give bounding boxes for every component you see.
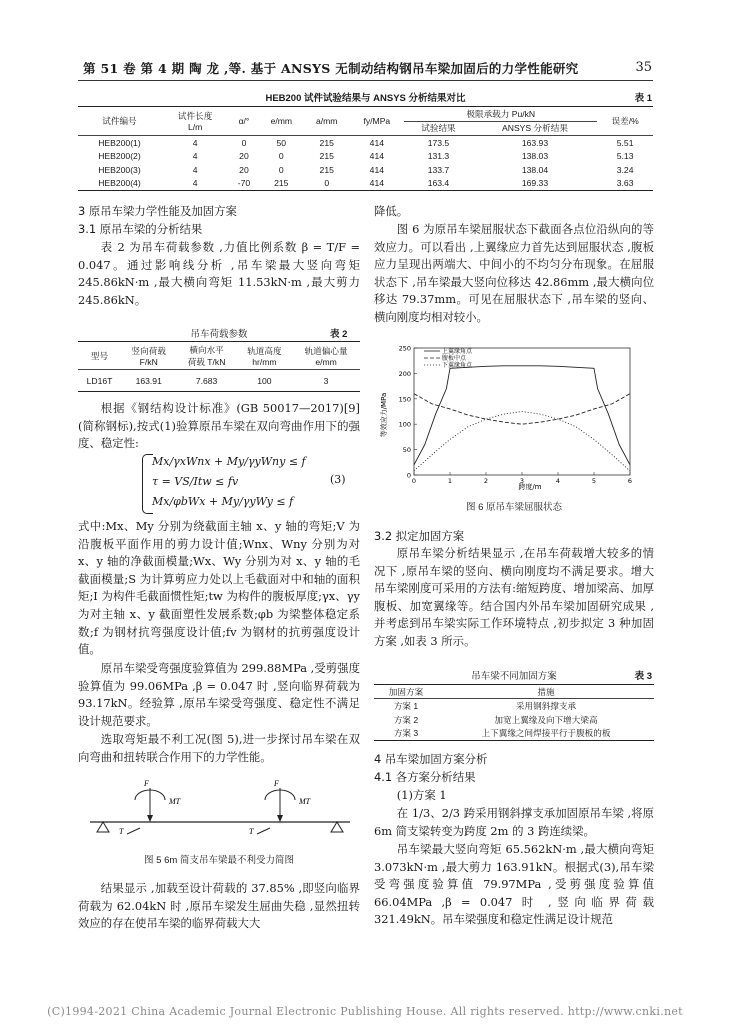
x-tick-label: 0 — [411, 477, 417, 485]
x-tick-label: 1 — [447, 477, 453, 485]
table1-cell: 20 — [239, 164, 249, 175]
paragraph: 选取弯矩最不利工况(图 5),进一步探讨吊车梁在双向弯曲和扭转联合作用下的力学性能。 — [78, 732, 360, 764]
subheading: (1)方案 1 — [396, 788, 447, 802]
table1-header: 试件长度 L/m — [161, 107, 229, 136]
x-tick-label: 2 — [483, 477, 489, 485]
table1-cell: 4 — [192, 178, 198, 189]
table1-cell: 4 — [192, 137, 198, 148]
section-3-2-heading: 3.2 拟定加固方案 — [374, 529, 465, 543]
section-3-1-heading: 3.1 原吊车梁的分析结果 — [78, 222, 203, 236]
table1-cell: 5.51 — [616, 137, 634, 148]
table1-cell: 215 — [319, 151, 334, 162]
paragraph: 在 1/3、2/3 跨采用钢斜撑支承加固原吊车梁 ,将原 6m 简支梁转变为跨度 2m 的 3 跨连续梁。 — [374, 806, 654, 838]
table2-label: 表 2 — [330, 329, 348, 340]
lateral-arrow-1 — [127, 828, 140, 834]
table2-cell: 163.91 — [135, 375, 162, 386]
table1-cell: 50 — [276, 137, 287, 148]
fig5-label: MT — [299, 797, 311, 806]
y-tick-label: 50 — [402, 446, 411, 455]
series-line-1 — [414, 394, 630, 424]
section-3-heading: 3 原吊车梁力学性能及加固方案 — [78, 204, 237, 218]
table2-header: 竖向荷载 F/kN — [121, 342, 176, 370]
table2-cell: 7.683 — [195, 375, 218, 386]
paragraph: 原吊车梁分析结果显示 ,在吊车荷载增大较多的情况下 ,原吊车梁的竖向、横向刚度均不满足要求。增大吊车梁刚度可采用的方法有:缩短跨度、增加梁高、加厚腹板、加宽翼缘等。结合国内外吊车梁加固研究成果 ,并考虑到吊车梁实际工作环境特点 ,初步拟定 3 种加固方案 ,如表 3 所示。 — [374, 546, 654, 648]
table3-row — [374, 727, 654, 741]
fig5-label: MT — [169, 797, 181, 806]
y-tick-label: 0 — [406, 471, 411, 480]
table2-title: 吊车荷载参数 — [190, 329, 248, 340]
chart-legend — [424, 347, 473, 369]
fig5-label: F — [274, 779, 279, 788]
table1-row — [78, 150, 653, 164]
x-tick-label: 3 — [519, 477, 525, 485]
table2-header: 横向水平 荷载 T/kN — [176, 342, 236, 370]
paragraph: 吊车梁最大竖向弯矩 65.562kN·m ,最大横向弯矩 3.073kN·m ,最大剪力 163.91kN。根据式(3),吊车梁受弯强度验算值 79.97MPa ,受剪强度验算值 66.04MPa ,β = 0.047 时 ,竖向临界荷载 321.49kN。吊车梁强度和稳定性满足设计规范 — [374, 842, 654, 927]
table1-header: 极限承载力 Pu/kN — [404, 107, 597, 122]
table1-row — [78, 177, 653, 191]
table1-header: 误差/% — [597, 107, 653, 136]
table2-cell: 100 — [257, 375, 272, 386]
x-tick-label: 4 — [555, 477, 561, 485]
table2-header: 型号 — [78, 342, 121, 370]
support-right — [331, 822, 343, 832]
paragraph: 表 2 为吊车荷载参数 ,力值比例系数 β = T/F = 0.047。通过影响线分析 ,吊车梁最大竖向弯矩 245.86kN·m ,最大横向弯矩 11.53kN·m ,最大剪力 245.86kN。 — [78, 240, 360, 307]
table1-cell: 131.3 — [427, 151, 450, 162]
table1-cell: HEB200(1) — [98, 137, 141, 148]
table1-header: 试验结果 — [404, 121, 472, 136]
table3-title: 吊车梁不同加固方案 — [471, 671, 557, 682]
table1 — [78, 106, 653, 191]
series-line-2 — [414, 412, 630, 471]
table1-header: e/mm — [259, 107, 304, 136]
fig5-label: T — [119, 827, 124, 836]
table3-row — [374, 713, 654, 727]
table2 — [78, 341, 360, 392]
section-4-1-heading: 4.1 各方案分析结果 — [374, 770, 476, 784]
legend-label: 上翼缘角点 — [442, 348, 473, 355]
table1-cell: 5.13 — [616, 151, 634, 162]
table3 — [374, 684, 654, 741]
paragraph: 根据《钢结构设计标准》(GB 50017—2017)[9](简称钢标),按式(1)验算原吊车梁在双向弯曲作用下的强度、稳定性: — [78, 401, 360, 451]
equation-system — [152, 452, 306, 512]
table1-header: fy/MPa — [349, 107, 404, 136]
load-arrowhead — [277, 815, 283, 822]
table1-cell: 173.5 — [427, 137, 450, 148]
copyright-footer: (C)1994-2021 China Academic Journal Electronic Publishing House. All rights reserved. http://www.cnki.net — [47, 1005, 683, 1018]
paragraph: 式中:Mx、My 分别为绕截面主轴 x、y 轴的弯矩;V 为沿腹板平面作用的剪力设计值;Wnx、Wny 分别为对 x、y 轴的净截面模量;Wx、Wy 分别为对 x、y 轴的毛截面模量;S 为计算剪应力处以上毛截面对中和轴的面积矩;I 为构件毛截面惯性矩;tw 为构件的腹板厚度;γx、γy 为对主轴 x、y 截面塑性发展系数;φb 为梁整体稳定系数;f 为钢材抗弯强度设计值;fv 为钢材的抗剪强度设计值。 — [78, 519, 360, 657]
equation-line: Mx/γxWnx + My/γyWny ≤ f — [152, 455, 306, 468]
table1-cell: 414 — [369, 137, 385, 148]
fig5-label: F — [144, 779, 149, 788]
table1-cell: 4 — [192, 151, 198, 162]
x-tick-label: 6 — [627, 477, 633, 485]
table1-cell: HEB200(2) — [98, 151, 141, 162]
table1-cell: 215 — [274, 178, 289, 189]
page-number: 35 — [635, 60, 652, 75]
table3-cell: 方案 2 — [393, 714, 419, 725]
section-4-heading: 4 吊车梁加固方案分析 — [374, 752, 488, 766]
table1-cell: 414 — [369, 178, 385, 189]
table1-header: ANSYS 分析结果 — [473, 121, 598, 136]
y-tick-label: 100 — [398, 420, 411, 429]
table3-cell: 采用钢斜撑支承 — [515, 700, 577, 711]
legend-label: 腹板中点 — [442, 355, 467, 362]
table1-cell: 0 — [241, 137, 247, 148]
y-tick-label: 250 — [398, 344, 411, 353]
chart-xlabel: 跨度/m — [518, 483, 542, 490]
table1-title: HEB200 试件试验结果与 ANSYS 分析结果对比 — [265, 93, 466, 104]
table1-cell: HEB200(4) — [98, 178, 141, 189]
table1-cell: 169.33 — [521, 178, 549, 189]
chart-series — [414, 366, 630, 471]
x-tick-label: 5 — [591, 477, 597, 485]
table1-header: 试件编号 — [78, 107, 161, 136]
lateral-arrow-2 — [257, 828, 270, 834]
table1-cell: 0 — [324, 178, 330, 189]
table1-cell: 133.7 — [427, 164, 450, 175]
table3-header: 加固方案 — [374, 685, 438, 699]
y-tick-label: 200 — [398, 369, 411, 378]
chart-ylabel: 等效应力/MPa — [380, 392, 388, 438]
table2-cell: 3 — [323, 375, 329, 386]
figure5-caption: 图 5 6m 简支吊车梁最不利受力简图 — [144, 855, 294, 866]
running-header: 第 51 卷 第 4 期 陶 龙 ,等. 基于 ANSYS 无制动结构钢吊车梁加固后的力学性能研究 — [83, 61, 579, 76]
table3-cell: 方案 3 — [393, 728, 419, 739]
table1-header: α/° — [229, 107, 258, 136]
legend-label: 下翼缘角点 — [442, 362, 473, 369]
table2-header: 轨道偏心量 e/mm — [292, 342, 360, 370]
table2-header: 轨道高度 hr/mm — [237, 342, 292, 370]
table3-label: 表 3 — [634, 671, 652, 682]
table1-cell: 215 — [319, 137, 334, 148]
table1-cell: 0 — [278, 151, 284, 162]
table1-cell: 4 — [192, 164, 198, 175]
support-left — [97, 822, 109, 832]
equation-number: (3) — [330, 473, 346, 486]
paragraph: 降低。 — [374, 204, 409, 218]
table1-cell: 215 — [319, 164, 334, 175]
table1-cell: HEB200(3) — [98, 164, 141, 175]
paragraph: 原吊车梁受弯强度验算值为 299.88MPa ,受剪强度验算值为 99.06MPa ,β = 0.047 时 ,竖向临界荷载为 93.17kN。经验算 ,原吊车梁受弯强度、稳定性不满足设计规范要求。 — [78, 661, 360, 728]
table2-cell: LD16T — [86, 375, 113, 386]
table3-header: 措施 — [438, 685, 654, 699]
table1-cell: 138.04 — [521, 164, 549, 175]
table1-row — [78, 163, 653, 177]
table1-cell: 20 — [239, 151, 249, 162]
series-line-0 — [414, 366, 630, 465]
table1-row — [78, 136, 653, 150]
table1-label: 表 1 — [634, 93, 652, 104]
table3-row — [374, 699, 654, 713]
table1-cell: -70 — [237, 178, 251, 189]
table1-cell: 414 — [369, 151, 385, 162]
table3-cell: 上下翼缘之间焊接平行于腹板的板 — [481, 728, 611, 739]
paragraph: 图 6 为原吊车梁屈服状态下截面各点位沿纵向的等效应力。可以看出 ,上翼缘应力首先达到屈服状态 ,腹板应力呈现出两端大、中间小的不均匀分布现象。在屈服状态下 ,吊车梁最大竖向位移达 42.86mm ,最大横向位移达 79.37mm。可见在屈服状态下 ,吊车梁的竖向、横向刚度均相对较小。 — [374, 222, 654, 324]
y-tick-label: 150 — [398, 395, 411, 404]
figure5-diagram — [85, 776, 355, 836]
table1-cell: 0 — [278, 164, 284, 175]
figure6-chart — [380, 340, 640, 490]
fig5-label: T — [249, 827, 254, 836]
header-rule — [78, 80, 653, 81]
table1-cell: 3.24 — [616, 164, 634, 175]
equation-line: Mx/φbWx + My/γyWy ≤ f — [152, 495, 294, 508]
load-arrowhead — [147, 815, 153, 822]
table1-header: a/mm — [304, 107, 349, 136]
table1-cell: 414 — [369, 164, 385, 175]
table3-cell: 方案 1 — [393, 700, 419, 711]
paragraph: 结果显示 ,加载至设计荷载的 37.85% ,即竖向临界荷载为 62.04kN 时 ,原吊车梁发生屈曲失稳 ,显然扭转效应的存在使吊车梁的临界荷载大大 — [78, 881, 360, 931]
table1-cell: 3.63 — [616, 178, 634, 189]
equation-line: τ = VS/Itw ≤ fv — [152, 475, 239, 488]
table1-cell: 138.03 — [521, 151, 549, 162]
figure6-caption: 图 6 原吊车梁屈服状态 — [465, 502, 563, 513]
table1-cell: 163.93 — [521, 137, 549, 148]
table1-cell: 163.4 — [427, 178, 450, 189]
table3-cell: 加宽上翼缘及向下增大梁高 — [494, 714, 598, 725]
